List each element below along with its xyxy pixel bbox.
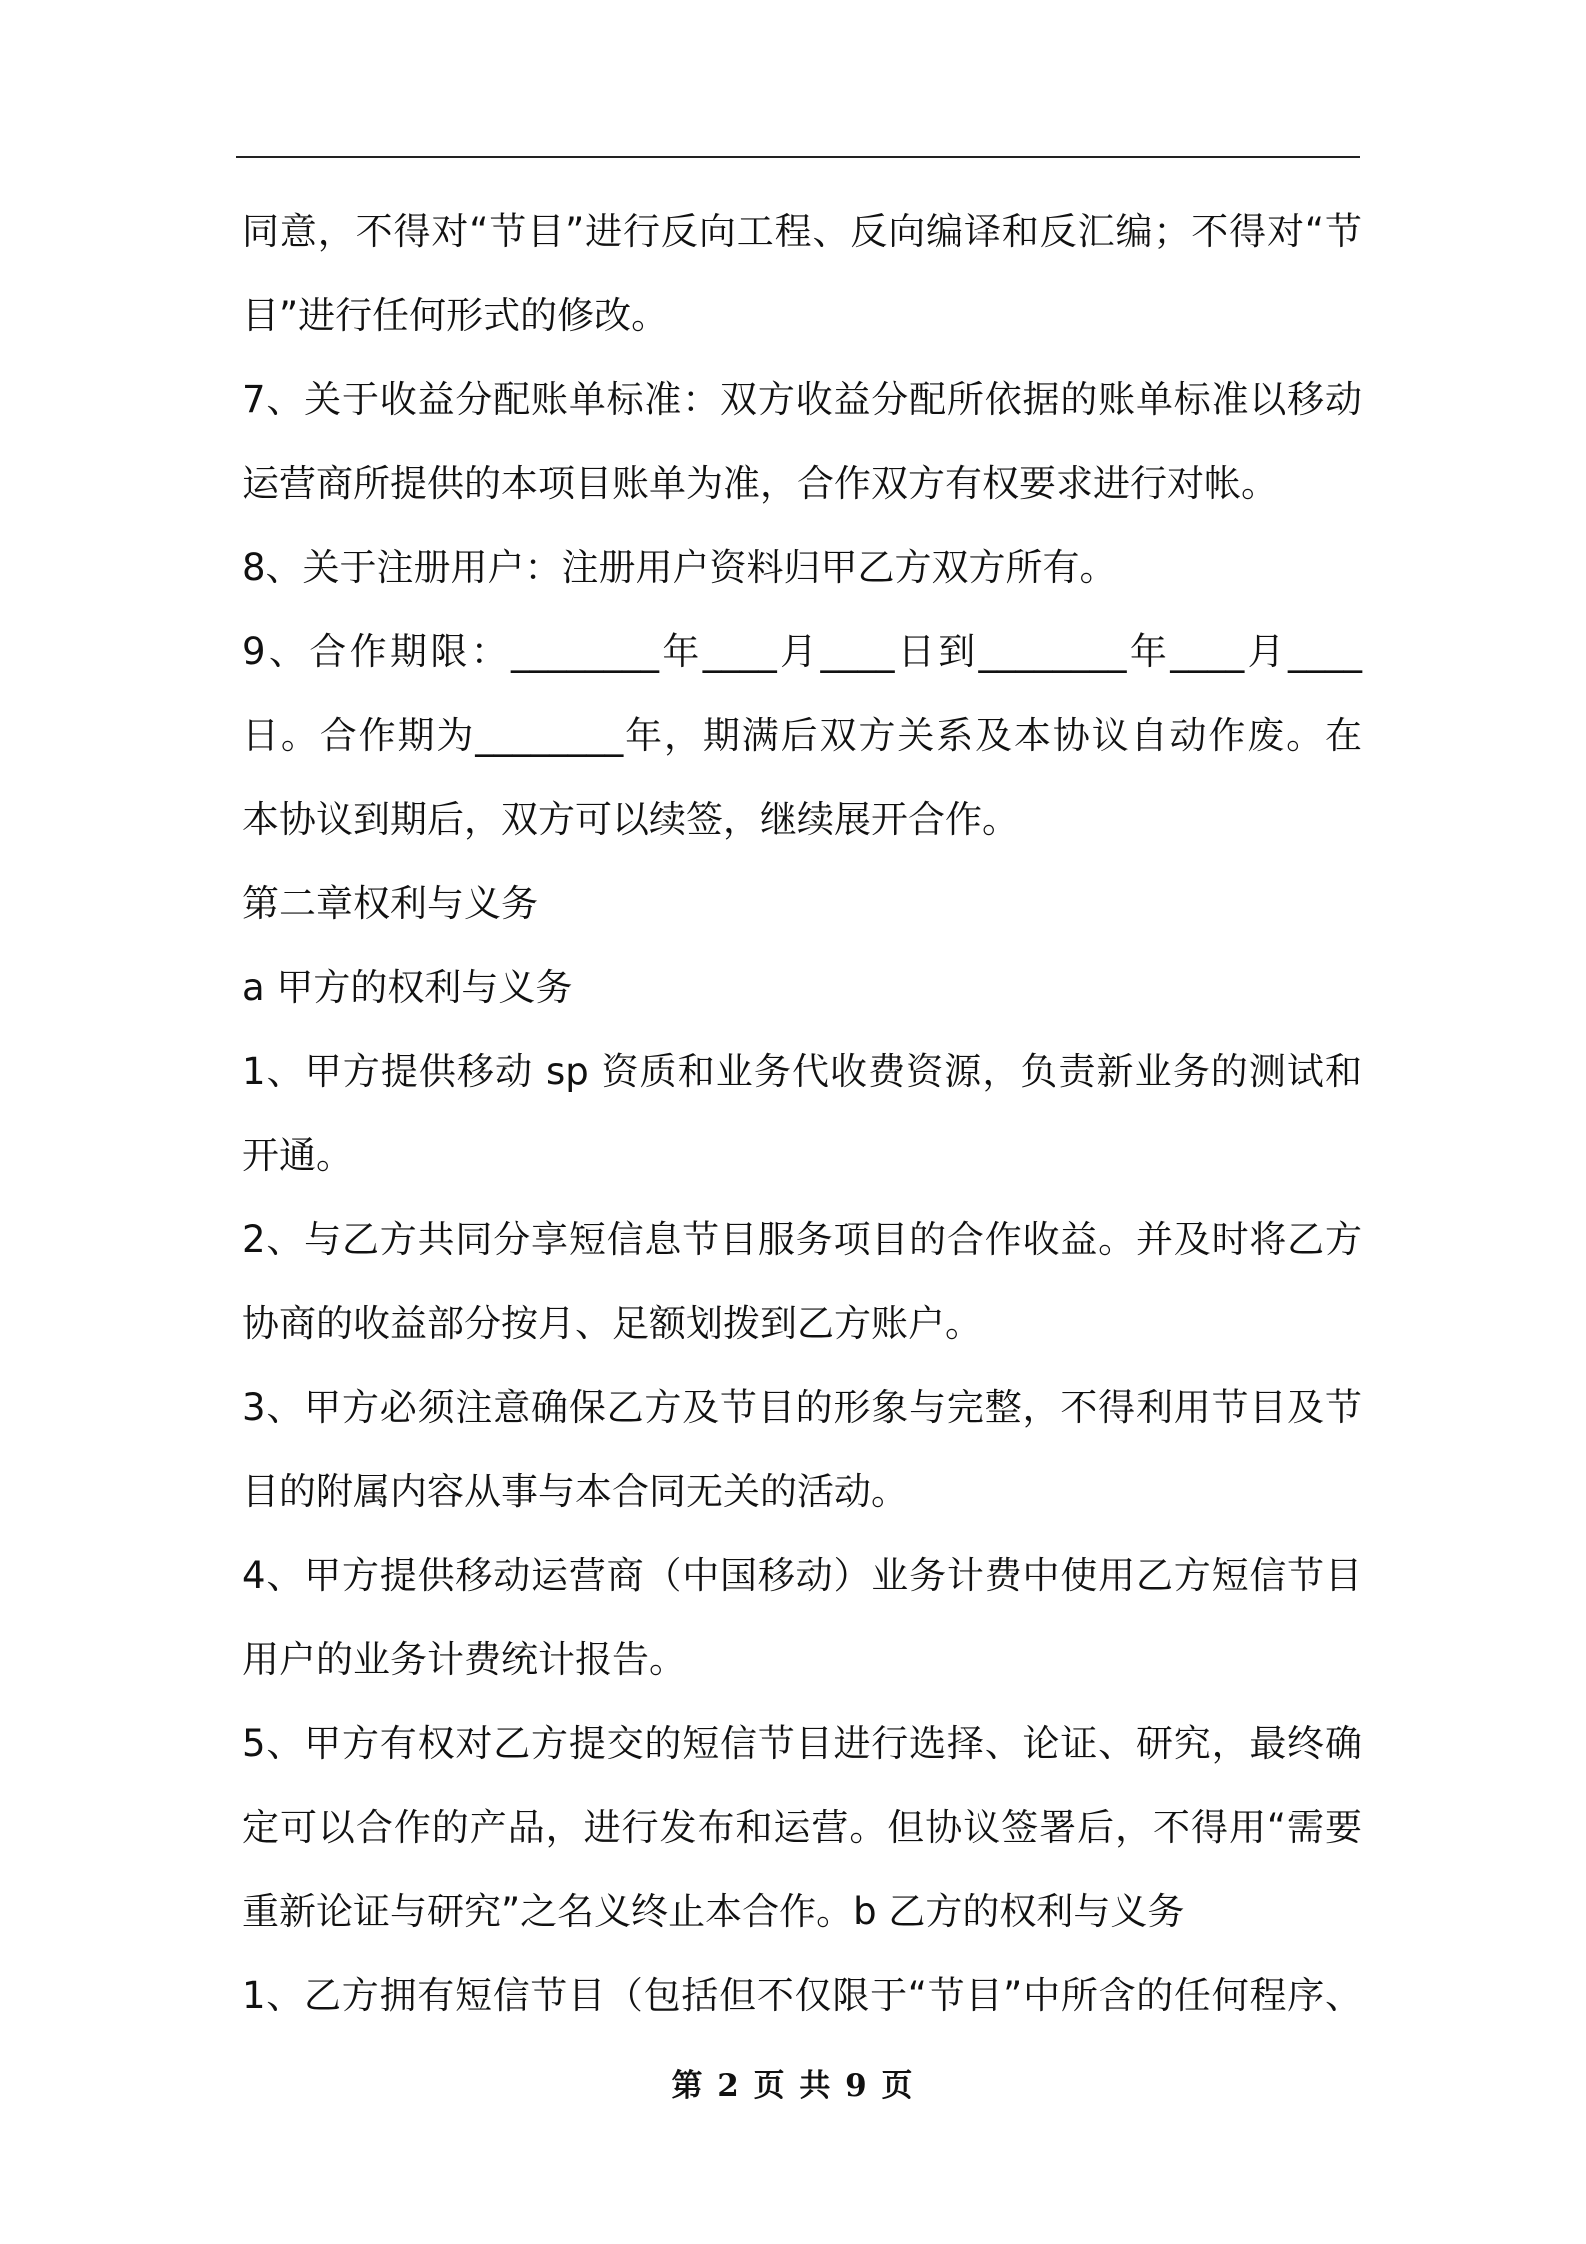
body-line-13: 2、与乙方共同分享短信息节目服务项目的合作收益。并及时将乙方 <box>242 1218 1362 1261</box>
document-body <box>242 190 1362 2038</box>
body-line-6: 9、合作期限：________年____月____日到________年____月____ <box>242 630 1362 673</box>
body-line-15: 3、甲方必须注意确保乙方及节目的形象与完整，不得利用节目及节 <box>242 1386 1362 1429</box>
section-heading-a: a 甲方的权利与义务 <box>242 966 573 1009</box>
body-line-11: 1、甲方提供移动 sp 资质和业务代收费资源，负责新业务的测试和 <box>242 1050 1362 1093</box>
body-line-21: 重新论证与研究”之名义终止本合作。b 乙方的权利与义务 <box>242 1890 1185 1933</box>
header-rule <box>236 156 1360 158</box>
body-line-14: 协商的收益部分按月、足额划拨到乙方账户。 <box>242 1302 982 1345</box>
body-line-22: 1、乙方拥有短信节目（包括但不仅限于“节目”中所含的任何程序、 <box>242 1974 1362 2017</box>
body-line-4: 运营商所提供的本项目账单为准，合作双方有权要求进行对帐。 <box>242 462 1278 505</box>
body-line-16: 目的附属内容从事与本合同无关的活动。 <box>242 1470 908 1513</box>
chapter-heading: 第二章权利与义务 <box>242 882 538 925</box>
body-line-3: 7、关于收益分配账单标准：双方收益分配所依据的账单标准以移动 <box>242 378 1362 421</box>
body-line-5: 8、关于注册用户：注册用户资料归甲乙方双方所有。 <box>242 546 1117 589</box>
body-line-12: 开通。 <box>242 1134 353 1177</box>
body-line-2: 目”进行任何形式的修改。 <box>242 294 669 337</box>
body-line-19: 5、甲方有权对乙方提交的短信节目进行选择、论证、研究，最终确 <box>242 1722 1362 1765</box>
body-line-17: 4、甲方提供移动运营商（中国移动）业务计费中使用乙方短信节目 <box>242 1554 1362 1597</box>
body-line-1: 同意，不得对“节目”进行反向工程、反向编译和反汇编；不得对“节 <box>242 210 1362 253</box>
body-line-20: 定可以合作的产品，进行发布和运营。但协议签署后，不得用“需要 <box>242 1806 1362 1849</box>
page-number-footer: 第 2 页 共 9 页 <box>671 2068 915 2104</box>
body-line-7: 日。合作期为________年，期满后双方关系及本协议自动作废。在 <box>242 714 1362 757</box>
body-line-18: 用户的业务计费统计报告。 <box>242 1638 686 1681</box>
body-line-8: 本协议到期后，双方可以续签，继续展开合作。 <box>242 798 1019 841</box>
